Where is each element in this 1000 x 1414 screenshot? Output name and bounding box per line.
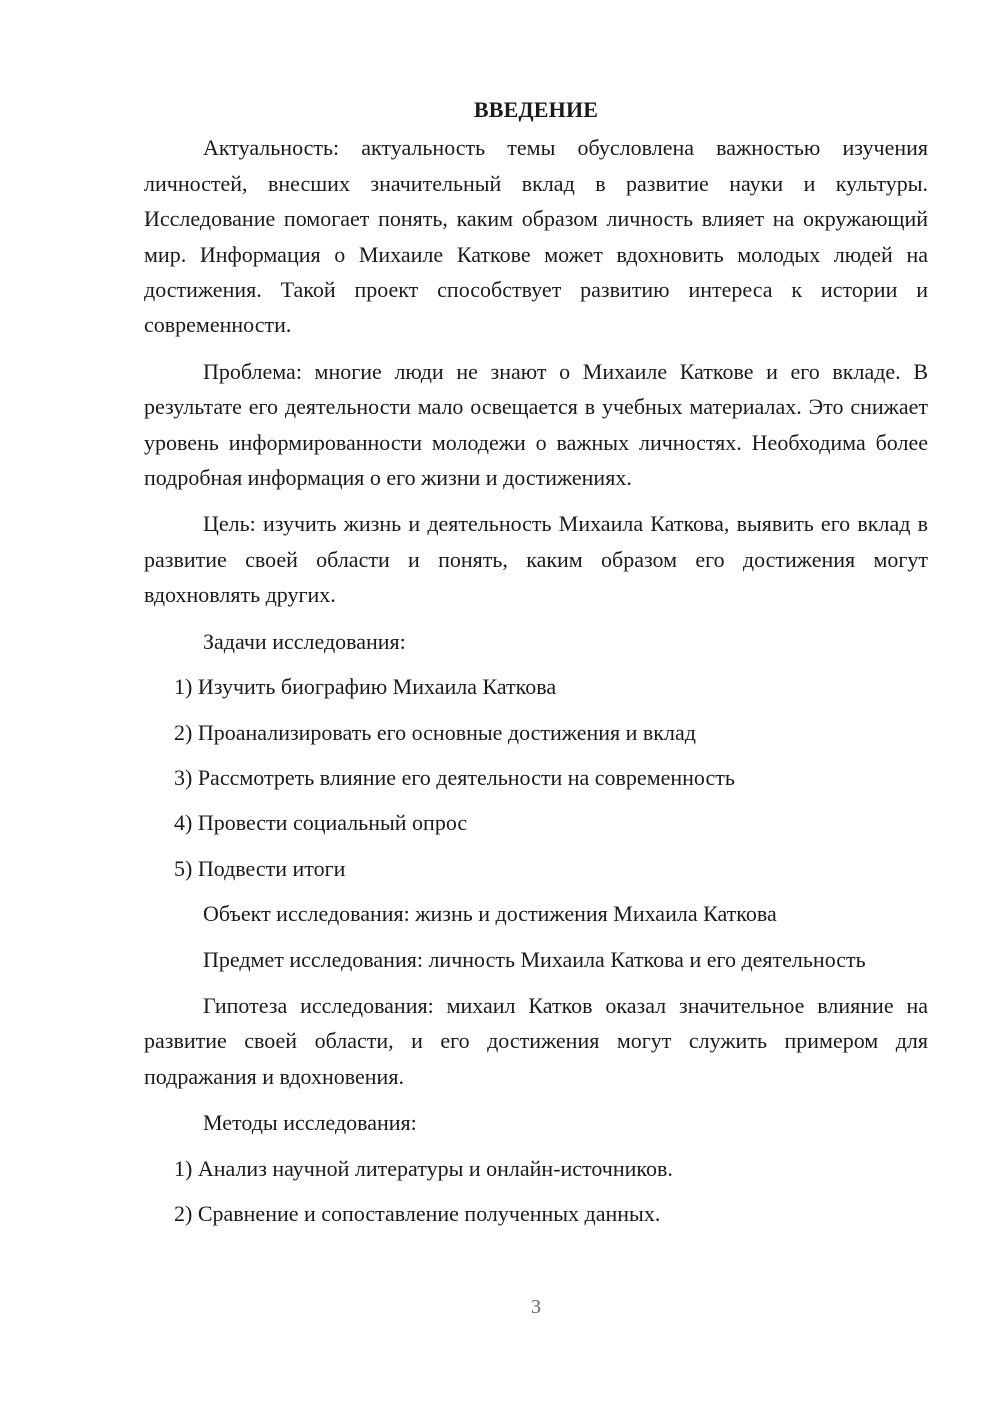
tasks-list — [144, 669, 928, 886]
list-item: 1) Анализ научной литературы и онлайн-источников. — [174, 1155, 673, 1181]
goal-paragraph: Цель: изучить жизнь и деятельность Михаила Каткова, выявить его вклад в развитие своей области и понять, каким образом его достижения могут вдохновлять других. — [144, 511, 928, 608]
object-paragraph: Объект исследования: жизнь и достижения Михаила Каткова — [203, 901, 777, 927]
document-page — [144, 92, 928, 1241]
list-item: 5) Подвести итоги — [174, 855, 346, 881]
methods-heading: Методы исследования: — [203, 1110, 417, 1136]
methods-list — [144, 1151, 928, 1232]
list-item: 1) Изучить биографию Михаила Каткова — [174, 674, 557, 700]
list-item: 4) Провести социальный опрос — [174, 810, 468, 836]
problem-paragraph: Проблема: многие люди не знают о Михаиле Каткове и его вкладе. В результате его деятельности мало освещается в учебных материалах. Это снижает уровень информированности молодежи о важных личностях. Необходима более подробная информация о его жизни и достижениях. — [144, 358, 928, 491]
hypothesis-paragraph: Гипотеза исследования: михаил Катков оказал значительное влияние на развитие своей области, и его достижения могут служить примером для подражания и вдохновения. — [144, 992, 928, 1089]
tasks-heading: Задачи исследования: — [203, 628, 406, 654]
list-item: 2) Сравнение и сопоставление полученных данных. — [174, 1200, 661, 1226]
subject-paragraph: Предмет исследования: личность Михаила Каткова и его деятельность — [203, 946, 866, 972]
page-title: ВВЕДЕНИЕ — [473, 97, 599, 122]
list-item: 2) Проанализировать его основные достижения и вклад — [174, 719, 696, 745]
list-item: 3) Рассмотреть влияние его деятельности на современность — [174, 764, 735, 790]
relevance-paragraph: Актуальность: актуальность темы обусловлена важностью изучения личностей, внесших значительный вклад в развитие науки и культуры. Исследование помогает понять, каким образом личность влияет на окружающий мир. Информация о Михаиле Каткове может вдохновить молодых людей на достижения. Такой проект способствует развитию интереса к истории и современности. — [144, 135, 928, 338]
page-number: 3 — [531, 1296, 541, 1318]
